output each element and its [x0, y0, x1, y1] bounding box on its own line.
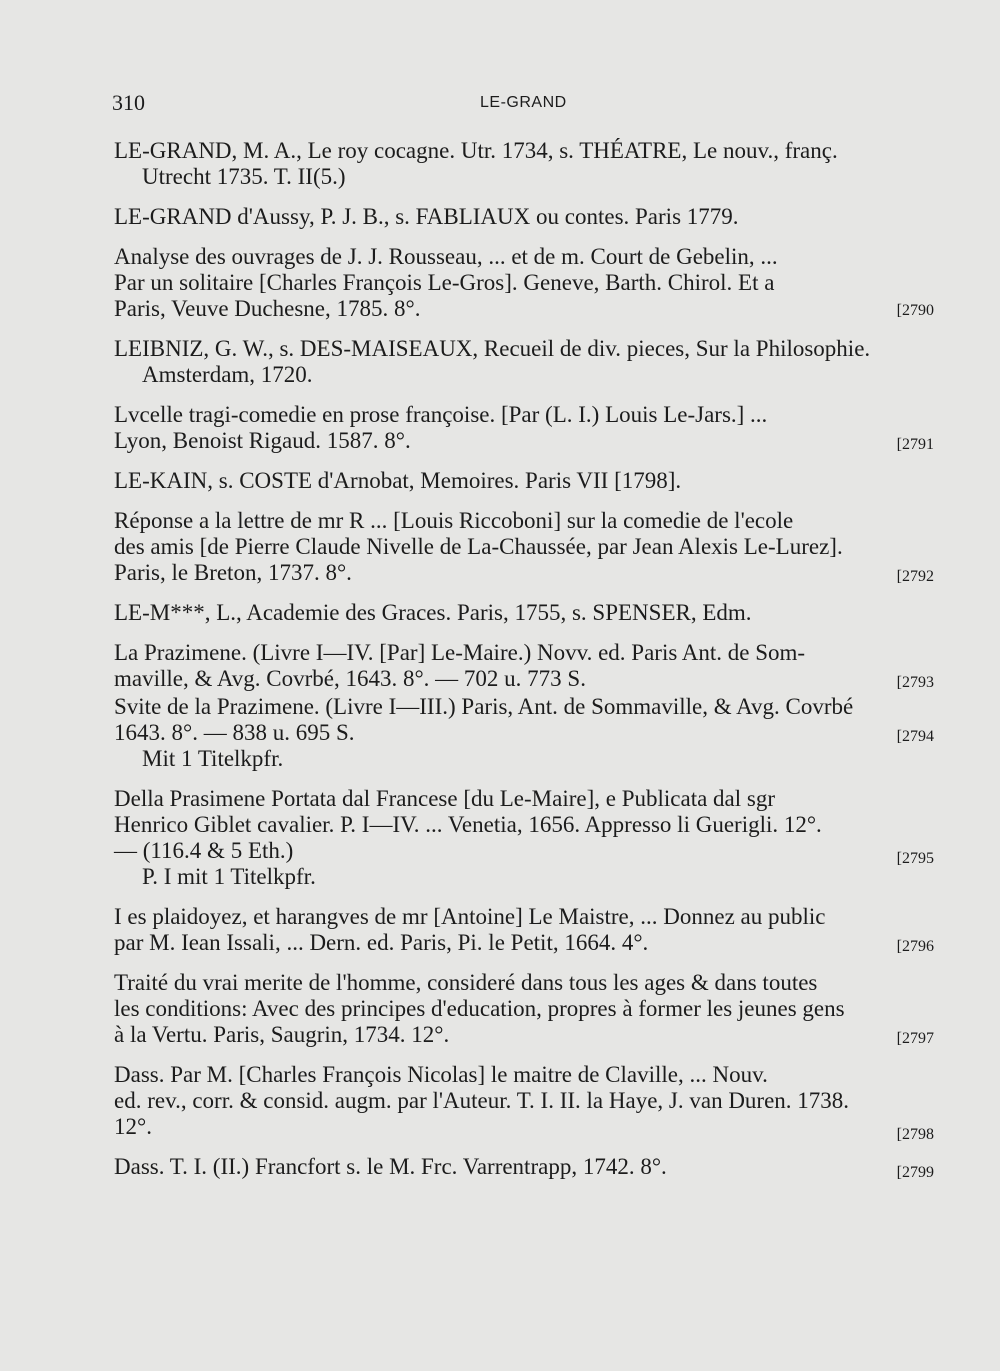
entry-line: par M. Iean Issali, ... Dern. ed. Paris, Pi. le Petit, 1664. 4°.: [114, 930, 649, 955]
bibliography-entry: [114, 402, 934, 454]
entry-number: [2799: [896, 1164, 934, 1181]
entry-line: LE-GRAND, M. A., Le roy cocagne. Utr. 1734, s. THÉATRE, Le nouv., franç.: [114, 138, 838, 163]
entry-number: [2793: [896, 674, 934, 691]
entry-number: [2791: [896, 436, 934, 453]
entry-line: à la Vertu. Paris, Saugrin, 1734. 12°.: [114, 1022, 450, 1047]
entry-line: Lyon, Benoist Rigaud. 1587. 8°.: [114, 428, 411, 453]
entry-line: I es plaidoyez, et harangves de mr [Antoine] Le Maistre, ... Donnez au public: [114, 904, 826, 929]
bibliography-entry: [114, 786, 934, 890]
entry-line: LE-GRAND d'Aussy, P. J. B., s. FABLIAUX ou contes. Paris 1779.: [114, 204, 739, 229]
entry-number: [2794: [896, 728, 934, 745]
entry-number: [2797: [896, 1030, 934, 1047]
entry-line: La Prazimene. (Livre I—IV. [Par] Le-Maire.) Novv. ed. Paris Ant. de Som-: [114, 640, 806, 665]
entry-line: Réponse a la lettre de mr R ... [Louis Riccoboni] sur la comedie de l'ecole: [114, 508, 794, 533]
bibliography-entry: [114, 1154, 934, 1180]
entry-line: — (116.4 & 5 Eth.): [114, 838, 294, 863]
entry-line: Lvcelle tragi-comedie en prose françoise. [Par (L. I.) Louis Le-Jars.] ...: [114, 402, 768, 427]
bibliography-entry: [114, 600, 934, 626]
entry-line: Utrecht 1735. T. II(5.): [142, 164, 346, 189]
bibliography-entry: [114, 1062, 934, 1143]
bibliography-entry: [114, 970, 934, 1048]
entry-line: des amis [de Pierre Claude Nivelle de La-Chaussée, par Jean Alexis Le-Lurez].: [114, 534, 843, 559]
bibliography-entry: [114, 508, 934, 586]
entry-line: LE-M***, L., Academie des Graces. Paris, 1755, s. SPENSER, Edm.: [114, 600, 752, 625]
entry-line: 1643. 8°. — 838 u. 695 S.: [114, 720, 355, 745]
entry-line: maville, & Avg. Covrbé, 1643. 8°. — 702 u. 773 S.: [114, 666, 586, 691]
entry-line: Svite de la Prazimene. (Livre I—III.) Paris, Ant. de Sommaville, & Avg. Covrbé: [114, 694, 854, 719]
entry-line: LE-KAIN, s. COSTE d'Arnobat, Memoires. Paris VII [1798].: [114, 468, 682, 493]
entry-line: Analyse des ouvrages de J. J. Rousseau, ... et de m. Court de Gebelin, ...: [114, 244, 778, 269]
entry-line: Paris, Veuve Duchesne, 1785. 8°.: [114, 296, 421, 321]
entry-line: Par un solitaire [Charles François Le-Gros]. Geneve, Barth. Chirol. Et a: [114, 270, 775, 295]
bibliography-entry: [114, 904, 934, 956]
entry-line: Traité du vrai merite de l'homme, consideré dans tous les ages & dans toutes: [114, 970, 818, 995]
bibliography-entry: [114, 204, 934, 230]
bibliography-entry: [114, 244, 934, 322]
entry-number: [2795: [896, 850, 934, 867]
entry-line: ed. rev., corr. & consid. augm. par l'Auteur. T. I. II. la Haye, J. van Duren. 1738.: [114, 1088, 850, 1113]
entry-number: [2798: [896, 1126, 934, 1143]
entry-line: Della Prasimene Portata dal Francese [du Le-Maire], e Publicata dal sgr: [114, 786, 776, 811]
bibliography-entry: [114, 694, 934, 772]
bibliography-entry: [114, 468, 934, 494]
entry-line: Henrico Giblet cavalier. P. I—IV. ... Venetia, 1656. Appresso li Guerigli. 12°.: [114, 812, 822, 837]
entry-line: Amsterdam, 1720.: [142, 362, 313, 387]
entry-line: Dass. Par M. [Charles François Nicolas] le maitre de Claville, ... Nouv.: [114, 1062, 768, 1087]
bibliography-entry: [114, 138, 934, 190]
entry-line: Mit 1 Titelkpfr.: [142, 746, 284, 771]
entry-line: Paris, le Breton, 1737. 8°.: [114, 560, 352, 585]
running-head: LE-GRAND: [480, 94, 567, 111]
page-number: 310: [112, 90, 145, 115]
entry-number: [2790: [896, 302, 934, 319]
page-header: [112, 90, 932, 120]
entry-number: [2792: [896, 568, 934, 585]
entry-number: [2796: [896, 938, 934, 955]
entry-line: 12°.: [114, 1114, 152, 1139]
entry-line: Dass. T. I. (II.) Francfort s. le M. Frc. Varrentrapp, 1742. 8°.: [114, 1154, 667, 1179]
entry-line: LEIBNIZ, G. W., s. DES-MAISEAUX, Recueil de div. pieces, Sur la Philosophie.: [114, 336, 871, 361]
entry-line: P. I mit 1 Titelkpfr.: [142, 864, 316, 889]
bibliography-entry: [114, 336, 934, 388]
entry-list: [114, 138, 934, 1194]
bibliography-entry: [114, 640, 934, 692]
entry-line: les conditions: Avec des principes d'education, propres à former les jeunes gens: [114, 996, 845, 1021]
